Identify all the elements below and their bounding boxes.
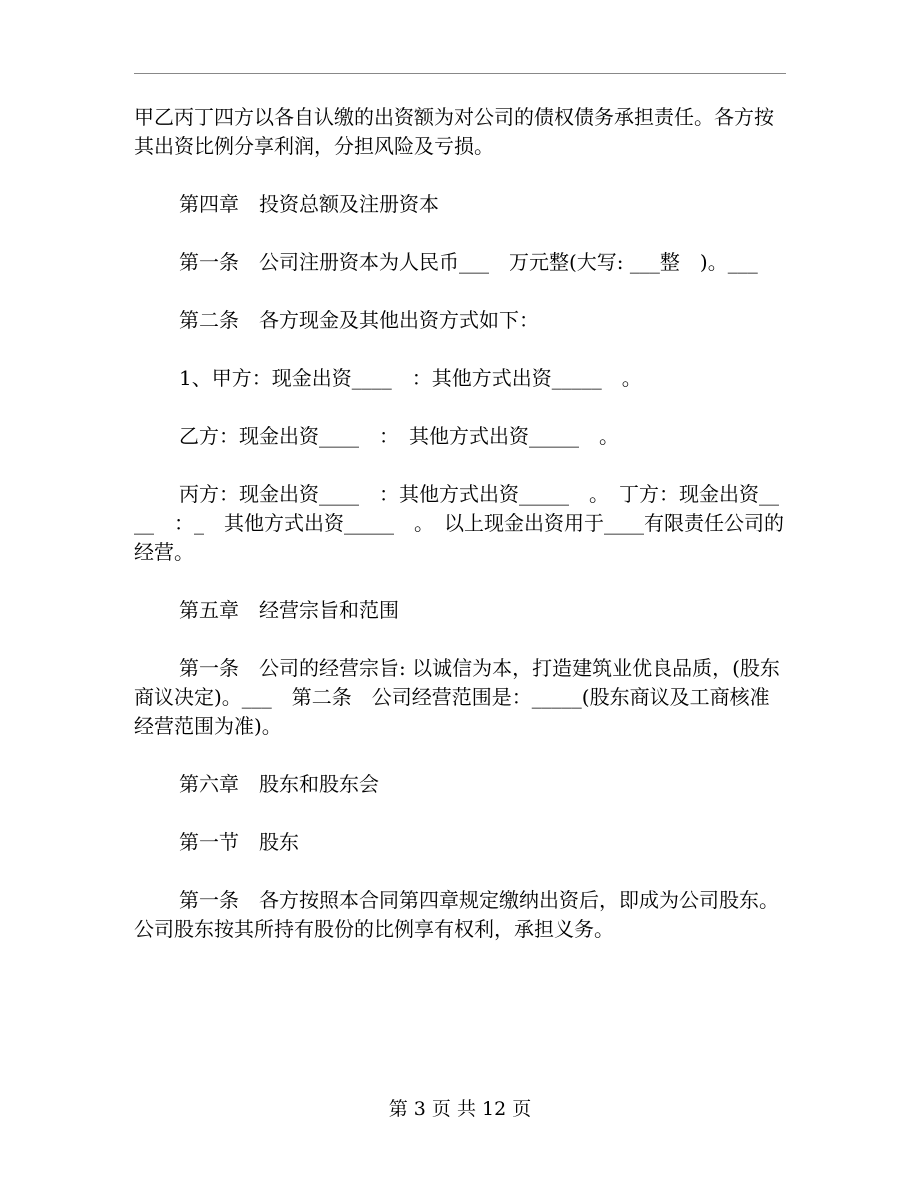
header-rule — [134, 73, 786, 74]
party-b-contribution: 乙方：现金出资____ ： 其他方式出资_____ 。 — [179, 424, 619, 448]
chapter-6-heading: 第六章 股东和股东会 — [179, 772, 379, 796]
ch4-article-2: 第二条 各方现金及其他出资方式如下： — [179, 308, 539, 332]
section-1-heading: 第一节 股东 — [179, 830, 299, 854]
chapter-5-heading: 第五章 经营宗旨和范围 — [179, 598, 399, 622]
paragraph-liability: 甲乙丙丁四方以各自认缴的出资额为对公司的债权债务承担责任。各方按其出资比例分享利润，分担风险及亏损。 — [134, 105, 774, 158]
ch5-articles: 第一条 公司的经营宗旨: 以诚信为本，打造建筑业优良品质，(股东商议决定)。___ 第二条 公司经营范围是：_____(股东商议及工商核准经营范围为准)。 — [134, 656, 780, 738]
party-c-d-contribution: 丙方：现金出资____ ：其他方式出资_____ 。 丁方：现金出资____ ：_ 其他方式出资_____ 。 以上现金出资用于____有限责任公司的经营。 — [134, 482, 784, 564]
party-a-contribution: 1、甲方：现金出资____ ：其他方式出资_____ 。 — [179, 366, 642, 390]
ch4-article-1: 第一条 公司注册资本为人民币___ 万元整(大写: ___整 )。___ — [179, 250, 758, 274]
chapter-4-heading: 第四章 投资总额及注册资本 — [179, 192, 439, 216]
ch6-article-1: 第一条 各方按照本合同第四章规定缴纳出资后，即成为公司股东。公司股东按其所持有股份的比例享有权利，承担义务。 — [134, 888, 779, 941]
document-body — [134, 103, 788, 973]
page-number-footer: 第 3 页 共 12 页 — [388, 1098, 532, 1120]
